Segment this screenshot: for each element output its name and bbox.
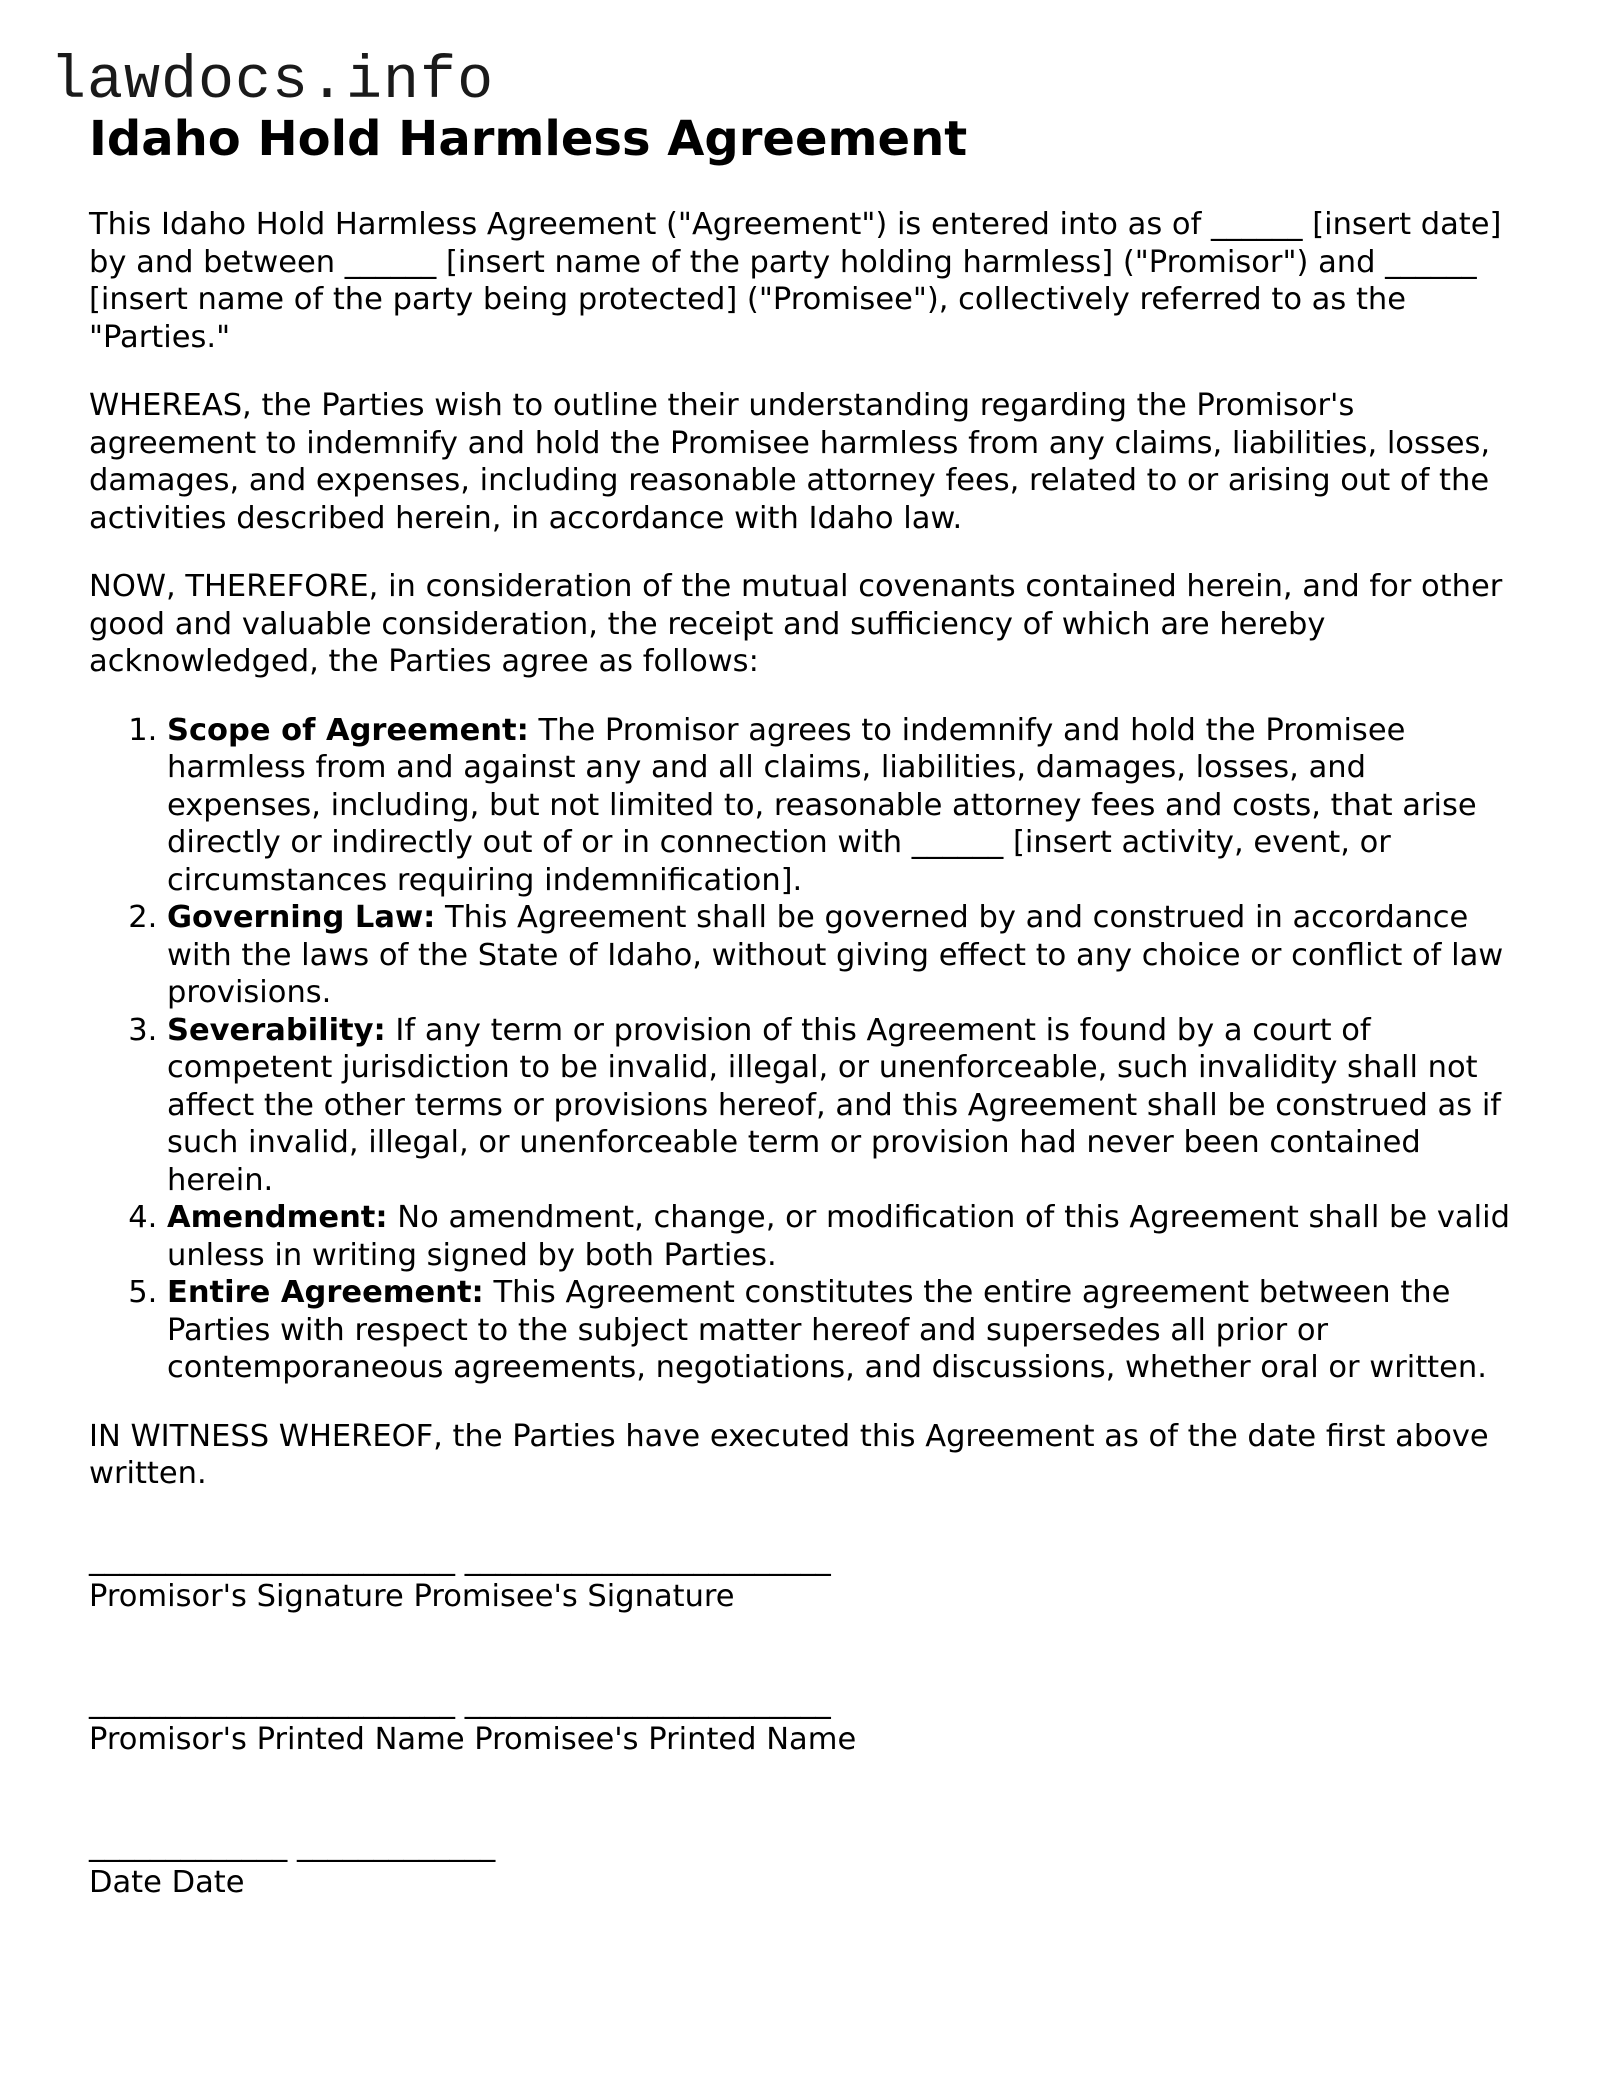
whereas-paragraph: WHEREAS, the Parties wish to outline their understanding regarding the Promisor's agreement to indemnify and hold the Promisee harmless from any claims, liabilities, losses, damages, and expenses, including reasonable attorney fees, related to or arising out of the activities described herein, in accordance with Idaho law. — [89, 388, 1491, 536]
term-text: This Agreement shall be governed by and construed in accordance with the laws of the State of Idaho, without giving effect to any choice or conflict of law provisions. — [167, 900, 1504, 1010]
site-watermark: lawdocs.info — [50, 48, 495, 116]
term-heading: Entire Agreement: — [167, 1275, 484, 1310]
term-text: The Promisor agrees to indemnify and hold the Promisee harmless from and against any and all claims, liabilities, damages, losses, and expenses, including, but not limited to, reasonable attorney fees and costs, that arise directly or indirectly out of or in connection with ______ [insert activity, event, or circumstances requiring indemnification]. — [167, 712, 1477, 898]
signature-lines: ________________________ ________________________ — [89, 1541, 831, 1577]
therefore-paragraph: NOW, THEREFORE, in consideration of the mutual covenants contained herein, and for other good and valuable consideration, the receipt and sufficiency of which are hereby acknowledged, the Parties agree as follows: — [89, 569, 1503, 679]
term-item — [167, 1274, 1529, 1387]
term-heading: Amendment: — [167, 1200, 388, 1235]
terms-list — [89, 712, 1529, 1387]
term-item — [167, 712, 1529, 900]
term-item — [167, 1199, 1529, 1274]
term-heading: Scope of Agreement: — [167, 712, 529, 748]
term-heading: Governing Law: — [167, 900, 436, 935]
printed-name-labels: Promisor's Printed Name Promisee's Printed Name — [89, 1722, 857, 1757]
signature-labels: Promisor's Signature Promisee's Signature — [89, 1579, 735, 1614]
document-body — [89, 108, 1529, 1902]
term-text: This Agreement constitutes the entire agreement between the Parties with respect to the subject matter hereof and supersedes all prior or contemporaneous agreements, negotiations, and discussions, whether oral or written. — [167, 1275, 1487, 1385]
intro-paragraph: This Idaho Hold Harmless Agreement ("Agreement") is entered into as of ______ [insert date] by and between ______ [insert name of the party holding harmless] ("Promisor") and ______ [insert name of the party being protected] ("Promisee"), collectively referred to as the "Parties." — [89, 207, 1502, 355]
term-heading: Severability: — [167, 1012, 386, 1048]
term-text: If any term or provision of this Agreement is found by a court of competent jurisdiction to be invalid, illegal, or unenforceable, such invalidity shall not affect the other terms or provisions hereof, and this Agreement shall be construed as if such invalid, illegal, or unenforceable term or provision had never been contained herein. — [167, 1012, 1502, 1198]
signature-block — [89, 1541, 1529, 1902]
term-text: No amendment, change, or modification of this Agreement shall be valid unless in writing signed by both Parties. — [167, 1200, 1510, 1273]
date-labels: Date Date — [89, 1865, 245, 1900]
term-item — [167, 1012, 1529, 1200]
document-title: Idaho Hold Harmless Agreement — [89, 111, 968, 167]
date-lines: _____________ _____________ — [89, 1827, 496, 1863]
witness-paragraph: IN WITNESS WHEREOF, the Parties have executed this Agreement as of the date first above written. — [89, 1418, 1489, 1491]
printed-name-lines: ________________________ ________________________ — [89, 1684, 831, 1720]
term-item — [167, 899, 1529, 1012]
